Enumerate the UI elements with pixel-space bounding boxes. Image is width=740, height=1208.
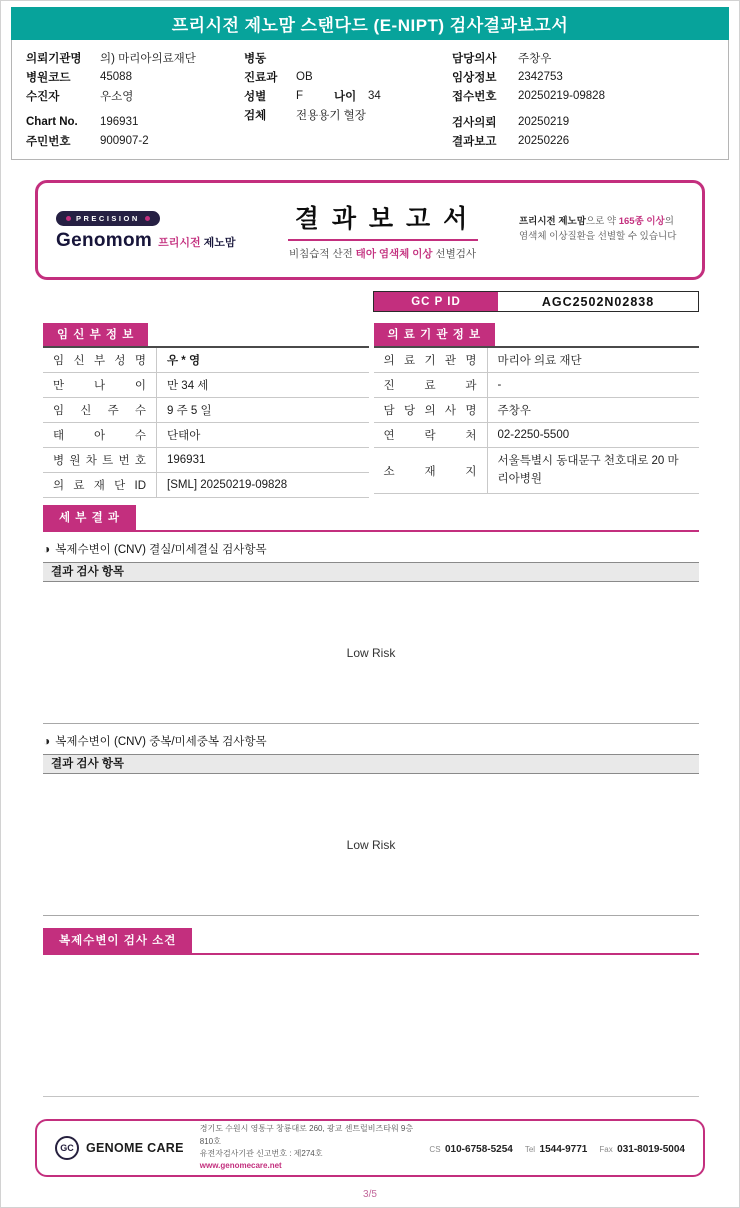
tagline-accent: 165종 이상 [618,216,665,228]
page-number: 3/5 [363,1189,377,1200]
row-value: 만 34 세 [156,373,369,397]
brand-name-en: Genomom [56,230,153,251]
field-label: 진료과 [244,71,278,84]
field-label: 의뢰기관명 [26,52,82,65]
footer-license-line: 유전자검사기관 신고번호 : 제274호 [199,1149,323,1158]
row-value: 우 * 영 [156,348,369,372]
row-label: 만 나 이 [53,380,146,392]
mother-info-table [43,323,369,498]
info-row [244,48,452,67]
field-value: 2342753 [518,70,563,83]
footer-address-line: 경기도 수원시 영통구 창룡대로 260, 광교 센트럴비즈타워 9층 810호 [199,1124,414,1146]
info-row [244,105,452,124]
row-value: 서울특별시 동대문구 천호대로 20 마리아병원 [487,448,700,493]
cnv-heading-text: 복제수변이 (CNV) 중복/미세중복 검사항목 [55,736,267,748]
findings-area [43,955,699,1097]
field-label: 병원코드 [26,71,71,84]
half-circle-icon: ◑ [43,542,51,556]
report-main-title: 결 과 보 고 서 [294,205,471,233]
gcpid-value: AGC2502N02838 [498,292,698,311]
report-title-block [288,199,478,261]
footer-contacts [429,1139,685,1157]
contact-tel: Tel 1544-9771 [524,1144,588,1155]
subtitle-post: 선별검사 [432,248,477,260]
findings-section-header [43,928,699,955]
brand-kr-text: 제노맘 [203,237,236,249]
row-value: 마리아 의료 재단 [487,348,700,372]
table-row [43,398,369,423]
brand-kr-accent: 프리시전 [158,237,201,249]
badge-dot-icon [145,216,150,221]
badge-dot-icon [66,216,71,221]
info-row [452,67,714,86]
field-label: 수진자 [26,90,60,103]
result-report-card [35,180,705,280]
row-label: 진 료 과 [383,380,477,392]
field-value: 주창우 [518,52,552,65]
info-row [26,112,244,131]
row-value: 196931 [156,448,369,472]
table-row [374,348,700,373]
info-row [244,67,452,86]
clinic-info-table [374,323,700,494]
report-tagline [519,215,684,244]
info-row [452,112,714,131]
tagline-line1 [519,215,684,230]
mother-info-body [43,346,369,498]
clinic-info-tab: 의 료 기 관 정 보 [374,323,496,346]
info-tables [43,323,699,498]
result-text: Low Risk [346,645,396,660]
row-label: 의 료 기 관 명 [383,355,477,367]
genome-care-logo-text: GENOME CARE [86,1141,184,1155]
field-label: 주민번호 [26,135,71,148]
mother-info-tab: 임 신 부 정 보 [43,323,148,346]
row-label: 담 당 의 사 명 [383,405,477,417]
tagline-bold: 프리시전 제노맘 [519,216,586,228]
result-text: Low Risk [346,837,396,852]
table-row [43,348,369,373]
field-label: 검체 [244,109,267,122]
subtitle-pre: 비침습적 산전 [288,248,356,260]
footer [35,1119,705,1177]
row-label: 태 아 수 [53,430,146,442]
cnv-deletion-heading [43,541,699,557]
patient-header-box [11,40,729,160]
genome-care-logo [55,1136,184,1160]
precision-badge [56,211,160,226]
field-value: 900907-2 [100,134,149,147]
info-row [26,48,244,67]
row-label: 병 원 차 트 번 호 [53,455,146,467]
field-label: 검사의뢰 [452,116,497,129]
precision-badge-text: PRECISION [76,214,140,223]
gcpid-bar [373,291,699,312]
table-row [43,373,369,398]
field-label: 임상정보 [452,71,497,84]
info-row [244,86,452,105]
field-value: 의) 마리아의료재단 [100,52,196,65]
field-value: 196931 [100,115,139,128]
cnv-heading-text: 복제수변이 (CNV) 결실/미세결실 검사항목 [55,544,267,556]
details-section-tab: 세 부 결 과 [43,505,136,530]
patient-header-col3 [452,48,714,150]
contact-fax: Fax 031-8019-5004 [599,1144,685,1155]
cnv-deletion-result-area [43,582,699,724]
table-row [43,448,369,473]
row-value: 단태아 [156,423,369,447]
cnv-duplication-table-header [43,754,699,774]
half-circle-icon: ◑ [43,734,51,748]
table-row [43,423,369,448]
table-row [374,373,700,398]
field-label: Chart No. [26,115,78,128]
info-row [26,131,244,150]
website-text: www.genomecare.net [199,1161,282,1171]
report-subtitle [288,246,478,261]
row-label: 연 락 처 [383,430,477,442]
field-label: 접수번호 [452,90,497,103]
field-value: 전용용기 혈장 [296,109,366,122]
cnv-duplication-heading [43,733,699,749]
title-underline [288,239,478,241]
table-row [374,423,700,448]
row-label: 임 신 주 수 [53,405,146,417]
tagline-end: 의 [664,216,674,228]
table-header-text: 결과 검사 항목 [51,566,125,578]
patient-header-col1 [26,48,244,150]
field-value: 20250219-09828 [518,89,605,102]
field-label: 성별 [244,90,267,103]
field-value: 우소영 [100,90,134,103]
patient-header-col2 [244,48,452,150]
brand-name-kr [158,234,235,250]
table-row [374,448,700,494]
report-title: 프리시전 제노맘 스탠다드 (E-NIPT) 검사결과보고서 [171,16,569,35]
clinic-info-body [374,346,700,494]
field-value: F [296,89,304,102]
info-row [452,86,714,105]
row-label: 의 료 재 단 ID [53,480,146,492]
subtitle-accent: 태아 염색체 이상 [355,248,433,260]
row-value: 9 주 5 일 [156,398,369,422]
footer-address-block [200,1123,414,1173]
table-header-text: 결과 검사 항목 [51,758,125,770]
field-label: 담당의사 [452,52,497,65]
brand-line [56,230,246,252]
field-value: 20250219 [518,115,570,128]
info-row [452,131,714,150]
tagline-line2: 염색체 이상질환을 선별할 수 있습니다 [519,231,677,242]
row-label: 소 재 지 [383,465,477,478]
row-value: 02-2250-5500 [487,423,700,447]
genome-care-logo-icon: GC [55,1136,79,1160]
info-row [26,67,244,86]
field-value: OB [296,70,313,83]
field-label: 나이 [334,90,357,103]
field-value: 45088 [100,70,132,83]
field-label: 결과보고 [452,135,497,148]
info-row [452,48,714,67]
info-row [26,86,244,105]
contact-cs: CS 010-6758-5254 [429,1144,513,1155]
report-title-bar [11,7,729,40]
field-value: 20250226 [518,134,570,147]
row-value: [SML] 20250219-09828 [156,473,369,497]
details-section-header [43,505,699,532]
gcpid-label: GC P ID [374,292,498,311]
table-row [374,398,700,423]
genomom-logo [56,208,246,252]
cnv-duplication-result-area [43,774,699,916]
row-label: 임 신 부 성 명 [53,355,146,367]
row-value: 주창우 [487,398,700,422]
field-value: 34 [368,89,381,102]
field-label: 병동 [244,52,267,65]
findings-section-tab: 복제수변이 검사 소견 [43,928,192,953]
tagline-mid: 으로 약 [585,216,619,228]
row-value: - [487,373,700,397]
cnv-deletion-table-header [43,562,699,582]
table-row [43,473,369,498]
